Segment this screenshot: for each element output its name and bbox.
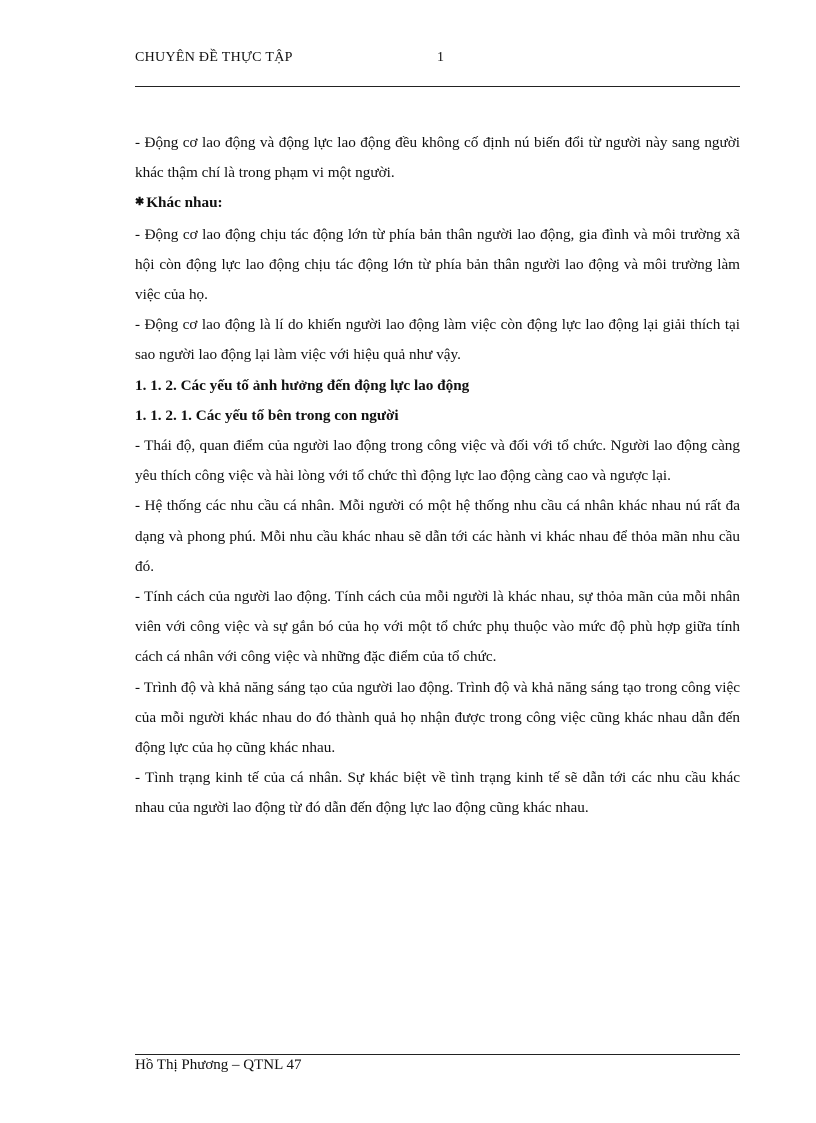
- differences-heading-text: Khác nhau:: [146, 194, 223, 212]
- header-rule: [135, 86, 740, 87]
- page-footer: Hồ Thị Phương – QTNL 47: [135, 1057, 302, 1073]
- page-body: [135, 128, 740, 824]
- footer-rule: [135, 1054, 740, 1055]
- paragraph: - Trình độ và khả năng sáng tạo của người lao động. Trình độ và khả năng sáng tạo trong công việc của mỗi người khác nhau do đó thành quả họ nhận được trong công việc cũng khác nhau dẫn đến động lực của họ cũng khác nhau.: [135, 678, 740, 757]
- paragraph: - Động cơ lao động là lí do khiến người lao động làm việc còn động lực lao động lại giải thích tại sao người lao động lại làm việc với hiệu quả như vậy.: [135, 316, 740, 364]
- paragraph: - Tình trạng kinh tế của cá nhân. Sự khác biệt về tình trạng kinh tế sẽ dẫn tới các nhu cầu khác nhau của người lao động từ đó dẫn đến động lực lao động cũng khác nhau.: [135, 769, 740, 817]
- paragraph: - Động cơ lao động chịu tác động lớn từ phía bản thân người lao động, gia đình và môi trường xã hội còn động lực lao động chịu tác động lớn từ phía bản thân người lao động và môi trường làm việc của họ.: [135, 225, 740, 304]
- paragraph: - Hệ thống các nhu cầu cá nhân. Mỗi người có một hệ thống nhu cầu cá nhân khác nhau nú rất đa dạng và phong phú. Mỗi nhu cầu khác nhau sẽ dẫn tới các hành vi khác nhau để thỏa mãn nhu cầu đó.: [135, 497, 740, 575]
- paragraph: - Tính cách của người lao động. Tính cách của mỗi người là khác nhau, sự thỏa mãn của mỗi nhân viên với công việc và sự gắn bó của họ với một tổ chức phụ thuộc vào mức độ phù hợp giữa tính cách cá nhân với công việc và những đặc điểm của tổ chức.: [135, 588, 740, 666]
- star-bullet-icon: ✱: [135, 196, 145, 209]
- subsection-heading: 1. 1. 2. 1. Các yếu tố bên trong con người: [135, 406, 399, 424]
- header-title: CHUYÊN ĐỀ THỰC TẬP: [135, 50, 293, 65]
- paragraph: - Thái độ, quan điểm của người lao động trong công việc và đối với tổ chức. Người lao động càng yêu thích công việc và hài lòng với tổ chức thì động lực lao động càng cao và ngược lại.: [135, 437, 740, 485]
- page-number: 1: [437, 50, 445, 65]
- page-header: [135, 50, 740, 70]
- section-heading: 1. 1. 2. Các yếu tố ảnh hưởng đến động lực lao động: [135, 376, 470, 394]
- paragraph: - Động cơ lao động và động lực lao động đều không cố định nú biến đổi từ người này sang người khác thậm chí là trong phạm vi một người.: [135, 134, 740, 182]
- differences-heading: [135, 188, 740, 219]
